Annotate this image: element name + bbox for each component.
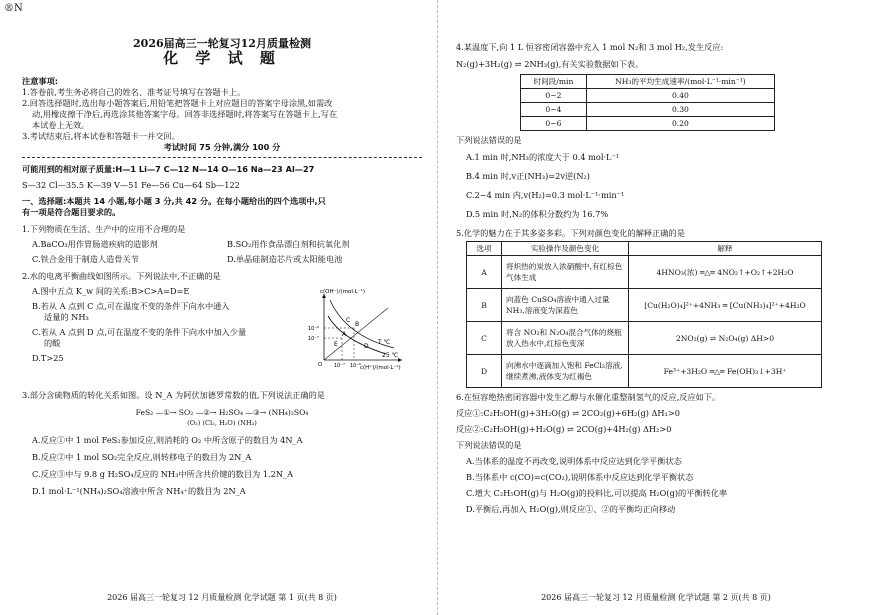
- table-row: [521, 117, 775, 131]
- water-ionization-graph: [306, 288, 406, 370]
- table-row: [521, 89, 775, 103]
- q2-option-d: D.T>25: [32, 353, 64, 363]
- point-c: C: [346, 317, 351, 324]
- table-cell: 2NO₂(g) ⇌ N₂O₄(g) ΔH>0: [629, 322, 822, 355]
- table-cell: 将炽热的炭放入浓硝酸中,有红棕色气体生成: [502, 256, 629, 289]
- table-cell: 0~6: [521, 117, 587, 131]
- table-header: 选项: [467, 242, 502, 256]
- q1-option-a: A.BaCO₃用作胃肠道疾病的造影剂: [32, 239, 158, 249]
- q4-equation: N₂(g)+3H₂(g) ⇌ 2NH₃(g),有关实验数据如下表。: [456, 59, 644, 69]
- section-heading: 一、选择题:本题共 14 小题,每小题 3 分,共 42 分。在每小题给出的四个选项中,只: [22, 196, 326, 206]
- table-header: NH₃的平均生成速率/(mol·L⁻¹·min⁻¹): [586, 75, 774, 89]
- logo: ®N: [4, 3, 23, 14]
- graph-x-label: c(H⁺)/(mol·L⁻¹): [360, 365, 401, 370]
- sulfur-scheme-reagents: (O₂) (Cl₂, H₂O) (NH₃): [187, 419, 257, 427]
- curve-label-25: 25 ℃: [382, 352, 399, 359]
- graph-y-tick: 10⁻⁷: [308, 336, 320, 342]
- table-cell: 0~2: [521, 89, 587, 103]
- q3-option-d: D.1 mol·L⁻¹(NH₄)₂SO₄溶液中所含 NH₄⁺的数目为 2N_A: [32, 486, 246, 496]
- table-header: 实验操作及颜色变化: [502, 242, 629, 256]
- q2-option-b-cont: 适量的 NH₃: [44, 312, 89, 322]
- q6-reaction-1: 反应①:C₂H₅OH(g)+3H₂O(g) ⇌ 2CO₂(g)+6H₂(g) ΔH₁>0: [456, 408, 680, 418]
- table-cell: B: [467, 289, 502, 322]
- table-cell: C: [467, 322, 502, 355]
- q3-option-b: B.反应②中 1 mol SO₂完全反应,则转移电子的数目为 2N_A: [32, 452, 252, 462]
- table-cell: 0.20: [586, 117, 774, 131]
- q4-option-c: C.2~4 min 内,v(H₂)=0.3 mol·L⁻¹·min⁻¹: [466, 190, 625, 200]
- table-row: [467, 256, 822, 289]
- exam-header: 2026届高三一轮复习12月质量检测: [133, 37, 311, 50]
- graph-y-tick: 10⁻⁶: [308, 326, 320, 332]
- note-line: 3.考试结束后,将本试卷和答题卡一并交回。: [22, 131, 180, 141]
- question-6-stem: 6.在恒容绝热密闭容器中发生乙醇与水催化重整制氢气的反应,反应如下。: [456, 392, 721, 402]
- curve-label-t: T ℃: [378, 339, 391, 346]
- table-row: [467, 355, 822, 388]
- q6-option-b: B.当体系中 c(CO)=c(CO₂),说明体系中反应达到化学平衡状态: [466, 472, 694, 482]
- left-page: [22, 0, 422, 602]
- q4-option-d: D.5 min 时,N₂的体积分数约为 16.7%: [466, 209, 609, 219]
- table-header: 解释: [629, 242, 822, 256]
- table-cell: 0.30: [586, 103, 774, 117]
- question-2-stem: 2.水的电离平衡曲线如图所示。下列说法中,不正确的是: [22, 271, 221, 281]
- page-footer: 2026 届高三一轮复习 12 月质量检测 化学试题 第 2 页(共 8 页): [541, 593, 771, 602]
- atomic-masses: 可能用到的相对原子质量:H—1 Li—7 C—12 N—14 O—16 Na—23 Al—27: [22, 164, 315, 174]
- table-cell: 将含 NO₂和 N₂O₄混合气体的烧瓶放入热水中,红棕色变深: [502, 322, 629, 355]
- color-change-table: [466, 241, 822, 388]
- graph-origin: O: [318, 362, 323, 368]
- point-d: D: [364, 343, 369, 350]
- table-row: [521, 103, 775, 117]
- table-cell: A: [467, 256, 502, 289]
- q6-option-c: C.增大 C₂H₅OH(g)与 H₂O(g)的投料比,可以提高 H₂O(g)的平衡转化率: [466, 488, 728, 498]
- graph-y-label: c(OH⁻)/(mol·L⁻¹): [320, 289, 365, 295]
- q1-option-d: D.单晶硅制造芯片或太阳能电池: [227, 254, 343, 264]
- table-header: 时间段/min: [521, 75, 587, 89]
- q4-ask: 下列说法错误的是: [456, 135, 522, 145]
- rate-table: [520, 74, 775, 131]
- q2-option-b: B.若从 A 点到 C 点,可在温度不变的条件下向水中通入: [32, 301, 230, 311]
- graph-x-tick: 10⁻⁷: [334, 363, 346, 369]
- q2-option-c-cont: 的酸: [44, 338, 61, 348]
- table-cell: [Cu(H₂O)₄]²⁺+4NH₃ ═ [Cu(NH₃)₄]²⁺+4H₂O: [629, 289, 822, 322]
- table-cell: 向蓝色 CuSO₄溶液中通入过量 NH₃,溶液变为深蓝色: [502, 289, 629, 322]
- q3-option-a: A.反应①中 1 mol FeS₂参加反应,则消耗的 O₂ 中所含原子的数目为 4N_A: [32, 435, 303, 445]
- table-cell: 0.40: [586, 89, 774, 103]
- table-cell: 4HNO₃(浓) ═△═ 4NO₂↑+O₂↑+2H₂O: [629, 256, 822, 289]
- exam-time: 考试时间 75 分钟,满分 100 分: [163, 142, 281, 152]
- exam-title: 化 学 试 题: [163, 49, 281, 67]
- note-line: 本试卷上无效。: [32, 120, 90, 130]
- point-e: E: [334, 341, 338, 348]
- note-line: 2.回答选择题时,选出每小题答案后,用铅笔把答题卡上对应题目的答案字母涂黑,如需改: [22, 98, 333, 108]
- q1-option-b: B.SO₂用作食品漂白剂和抗氧化剂: [227, 239, 350, 249]
- page-footer: 2026 届高三一轮复习 12 月质量检测 化学试题 第 1 页(共 8 页): [107, 593, 337, 602]
- question-5-stem: 5.化学的魅力在于其多姿多彩。下列对颜色变化的解释正确的是: [456, 228, 685, 238]
- sulfur-scheme: FeS₂ —①→ SO₂ —②→ H₂SO₄ —③→ (NH₄)₂SO₄: [135, 408, 309, 417]
- page-divider: [437, 0, 438, 615]
- section-heading: 有一项是符合题目要求的。: [22, 207, 121, 217]
- table-cell: 向沸水中逐滴加入饱和 FeCl₃溶液,继续煮沸,液体变为红褐色: [502, 355, 629, 388]
- table-cell: Fe³⁺+3H₂O ═△═ Fe(OH)₃↓+3H⁺: [629, 355, 822, 388]
- table-cell: 0~4: [521, 103, 587, 117]
- note-line: 1.答卷前,考生务必将自己的姓名、准考证号填写在答题卡上。: [22, 87, 246, 97]
- note-line: 动,用橡皮擦干净后,再选涂其他答案字母。回答非选择题时,将答案写在答题卡上,写在: [32, 109, 338, 119]
- q6-ask: 下列说法错误的是: [456, 440, 522, 450]
- q1-option-c: C.铁合金用于制造人造骨关节: [32, 254, 139, 264]
- question-3-stem: 3.部分含硫物质的转化关系如图。设 N_A 为阿伏加德罗常数的值,下列说法正确的是: [22, 390, 325, 400]
- table-cell: D: [467, 355, 502, 388]
- q6-reaction-2: 反应②:C₂H₅OH(g)+H₂O(g) ⇌ 2CO(g)+4H₂(g) ΔH₂>0: [456, 424, 672, 434]
- graph-x-tick: 10⁻⁶: [350, 363, 362, 369]
- q6-option-a: A.当体系的温度不再改变,说明体系中反应达到化学平衡状态: [466, 456, 682, 466]
- point-b: B: [355, 321, 360, 328]
- q3-option-c: C.反应③中与 9.8 g H₂SO₄反应的 NH₃中所含共价键的数目为 1.2N_A: [32, 469, 294, 479]
- q2-option-c: C.若从 A 点到 D 点,可在温度不变的条件下向水中加入少量: [32, 327, 247, 337]
- point-a: A: [342, 331, 347, 338]
- atomic-masses: S—32 Cl—35.5 K—39 V—51 Fe—56 Cu—64 Sb—122: [22, 180, 240, 190]
- q4-option-b: B.4 min 时,v正(NH₃)=2v逆(N₂): [466, 171, 590, 181]
- table-row: [467, 322, 822, 355]
- divider-rule: [22, 157, 422, 158]
- right-page: [456, 0, 856, 602]
- q6-option-d: D.平衡后,再加入 H₂O(g),则反应①、②的平衡均正向移动: [466, 504, 676, 514]
- q2-option-a: A.图中五点 K_w 间的关系:B>C>A=D=E: [32, 286, 190, 296]
- question-1-stem: 1.下列物质在生活、生产中的应用不合理的是: [22, 224, 186, 234]
- question-4-stem: 4.某温度下,向 1 L 恒容密闭容器中充入 1 mol N₂和 3 mol H₂,发生反应:: [456, 42, 724, 52]
- notes-title: 注意事项:: [22, 76, 59, 86]
- q4-option-a: A.1 min 时,NH₃的浓度大于 0.4 mol·L⁻¹: [466, 152, 620, 162]
- table-row: [467, 289, 822, 322]
